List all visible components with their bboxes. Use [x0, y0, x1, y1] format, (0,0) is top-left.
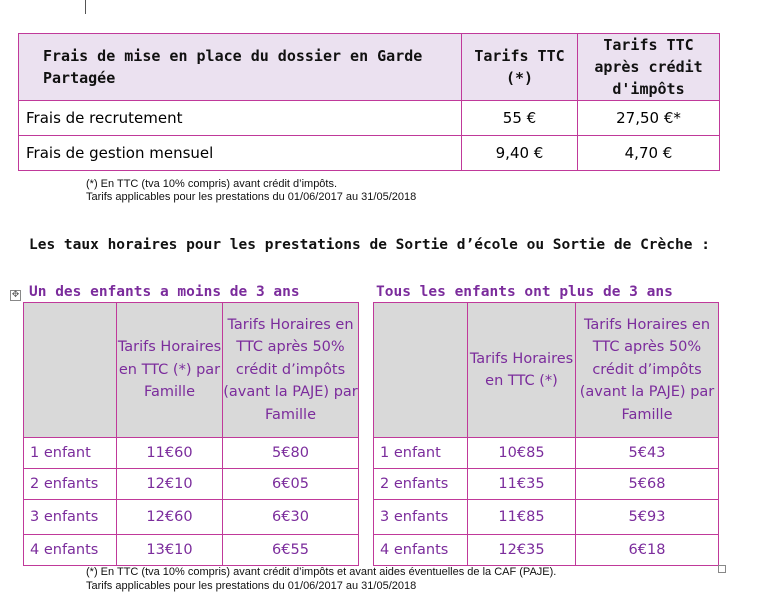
children-count: 1 enfant [374, 438, 468, 469]
rate-ttc: 11€85 [468, 500, 576, 535]
rates-right-header-row [374, 303, 719, 438]
rate-ttc: 13€10 [117, 535, 223, 566]
rates-left-table [23, 302, 359, 566]
fee-label: Frais de gestion mensuel [19, 136, 462, 171]
text-cursor [85, 0, 86, 14]
fees-note-2: Tarifs applicables pour les prestations du 01/06/2017 au 31/05/2018 [86, 191, 417, 203]
rates-left-title: Un des enfants a moins de 3 ans [29, 284, 300, 300]
rate-after-credit: 6€18 [576, 535, 719, 566]
rate-ttc: 11€60 [117, 438, 223, 469]
fee-after-credit: 4,70 € [578, 136, 720, 171]
children-count: 4 enfants [24, 535, 117, 566]
rate-after-credit: 6€05 [223, 469, 359, 500]
fees-header-ttc: Tarifs TTC (*) [462, 34, 578, 101]
children-count: 2 enfants [24, 469, 117, 500]
rate-after-credit: 5€43 [576, 438, 719, 469]
move-handle-icon[interactable]: ✥ [11, 290, 20, 300]
table-row [24, 500, 359, 535]
rates-left-header-empty [24, 303, 117, 438]
bottom-note-2: Tarifs applicables pour les prestations du 01/06/2017 au 31/05/2018 [86, 580, 417, 592]
fees-note-1: (*) En TTC (tva 10% compris) avant crédit d’impôts. [86, 178, 338, 190]
table-row [19, 136, 720, 171]
rates-left-header-row [24, 303, 359, 438]
rates-right-table [373, 302, 719, 566]
resize-handle-icon[interactable] [718, 565, 726, 573]
bottom-note-1: (*) En TTC (tva 10% compris) avant crédit d’impôts et avant aides éventuelles de la CAF (PAJE). [86, 566, 557, 578]
table-row [374, 438, 719, 469]
table-row [374, 469, 719, 500]
rate-after-credit: 5€68 [576, 469, 719, 500]
rate-ttc: 10€85 [468, 438, 576, 469]
table-row [24, 469, 359, 500]
table-row [374, 500, 719, 535]
rates-left-header-after-credit: Tarifs Horaires en TTC après 50% crédit d’impôts (avant la PAJE) par Famille [223, 303, 359, 438]
fees-header-row [19, 34, 720, 101]
fees-header-after-credit: Tarifs TTC après crédit d'impôts [578, 34, 720, 101]
fee-ttc: 9,40 € [462, 136, 578, 171]
rates-right-header-ttc: Tarifs Horaires en TTC (*) [468, 303, 576, 438]
children-count: 3 enfants [374, 500, 468, 535]
children-count: 2 enfants [374, 469, 468, 500]
rates-left-header-ttc: Tarifs Horaires en TTC (*) par Famille [117, 303, 223, 438]
table-row [19, 101, 720, 136]
rate-ttc: 12€35 [468, 535, 576, 566]
rate-ttc: 11€35 [468, 469, 576, 500]
fee-ttc: 55 € [462, 101, 578, 136]
fees-header-label: Frais de mise en place du dossier en Garde Partagée [19, 34, 462, 101]
rate-after-credit: 6€55 [223, 535, 359, 566]
fee-label: Frais de recrutement [19, 101, 462, 136]
fee-after-credit: 27,50 €* [578, 101, 720, 136]
rate-ttc: 12€10 [117, 469, 223, 500]
section-title: Les taux horaires pour les prestations de Sortie d’école ou Sortie de Crèche : [29, 237, 710, 253]
rate-ttc: 12€60 [117, 500, 223, 535]
children-count: 4 enfants [374, 535, 468, 566]
rate-after-credit: 5€80 [223, 438, 359, 469]
table-row [24, 438, 359, 469]
rates-right-header-empty [374, 303, 468, 438]
table-row [374, 535, 719, 566]
children-count: 3 enfants [24, 500, 117, 535]
fees-table [18, 33, 720, 171]
children-count: 1 enfant [24, 438, 117, 469]
rate-after-credit: 6€30 [223, 500, 359, 535]
rate-after-credit: 5€93 [576, 500, 719, 535]
rates-right-title: Tous les enfants ont plus de 3 ans [376, 284, 673, 300]
rates-right-header-after-credit: Tarifs Horaires en TTC après 50% crédit d’impôts (avant la PAJE) par Famille [576, 303, 719, 438]
table-row [24, 535, 359, 566]
